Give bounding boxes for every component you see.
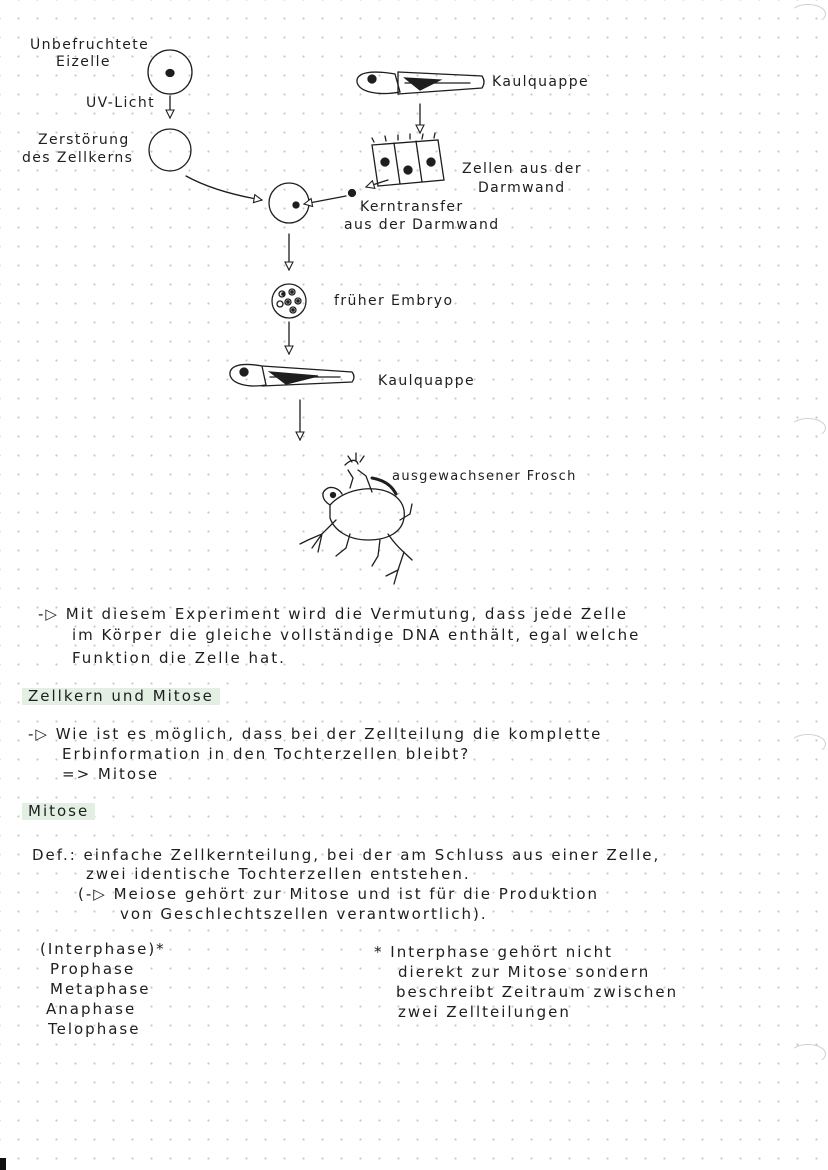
note-line-2: dierekt zur Mitose sondern — [398, 963, 651, 981]
scan-corner-mark — [0, 1158, 6, 1170]
definition-line-2: zwei identische Tochterzellen entstehen. — [86, 865, 471, 883]
arrow-transfer — [304, 196, 346, 204]
definition-line-4: von Geschlechtszellen verantwortlich). — [120, 905, 488, 923]
label-frueher-embryo: früher Embryo — [334, 293, 454, 309]
phase-telophase: Telophase — [48, 1020, 141, 1038]
recipient-egg — [269, 183, 309, 223]
intestinal-cells-icon — [372, 133, 444, 186]
note-line-3: beschreibt Zeitraum zwischen — [396, 983, 679, 1001]
heading-zellkern-und-mitose: Zellkern und Mitose — [22, 688, 220, 705]
label-eizelle: Eizelle — [56, 54, 111, 70]
note-line-4: zwei Zellteilungen — [398, 1003, 571, 1021]
conclusion-line-1: -▷ Mit diesem Experiment wird die Vermutung, dass jede Zelle — [38, 605, 628, 623]
label-aus-der-darmwand: aus der Darmwand — [344, 217, 500, 233]
phase-prophase: Prophase — [50, 960, 136, 978]
question-line-1: -▷ Wie ist es möglich, dass bei der Zellteilung die komplette — [28, 725, 603, 743]
label-des-zellkerns: des Zellkerns — [22, 150, 134, 166]
question-line-2: Erbinformation in den Tochterzellen bleibt? — [62, 745, 471, 763]
definition-line-1: Def.: einfache Zellkernteilung, bei der am Schluss aus einer Zelle, — [32, 846, 661, 864]
label-kaulquappe-mid: Kaulquappe — [378, 373, 476, 389]
tadpole-top-icon — [357, 72, 484, 94]
binder-hole-4 — [790, 1044, 826, 1064]
question-line-3: => Mitose — [62, 765, 160, 783]
phase-anaphase: Anaphase — [46, 1000, 137, 1018]
conclusion-line-3: Funktion die Zelle hat. — [72, 649, 286, 667]
label-zerstoerung: Zerstörung — [38, 132, 130, 148]
label-darmwand: Darmwand — [478, 180, 566, 196]
label-zellen-aus-der: Zellen aus der — [462, 161, 582, 177]
binder-hole-1 — [790, 4, 826, 24]
heading-mitose: Mitose — [22, 803, 95, 820]
note-line-1: * Interphase gehört nicht — [374, 943, 614, 961]
transferred-nucleus — [349, 190, 356, 197]
binder-hole-2 — [790, 418, 826, 438]
label-unbefruchtete: Unbefruchtete — [30, 37, 150, 53]
enucleated-egg — [149, 129, 191, 171]
egg-nucleus — [166, 70, 174, 77]
definition-line-3: (-▷ Meiose gehört zur Mitose und ist für die Produktion — [78, 885, 600, 903]
conclusion-line-2: im Körper die gleiche vollständige DNA enthält, egal welche — [72, 626, 641, 644]
phase-interphase: (Interphase)* — [40, 940, 166, 958]
label-kerntransfer: Kerntransfer — [360, 199, 464, 215]
binder-hole-3 — [790, 734, 826, 754]
label-uv-licht: UV-Licht — [86, 95, 156, 111]
label-kaulquappe-top: Kaulquappe — [492, 74, 590, 90]
arrow-to-recipient — [186, 176, 262, 200]
phase-metaphase: Metaphase — [50, 980, 151, 998]
early-embryo-icon — [272, 284, 306, 318]
label-frosch: ausgewachsener Frosch — [392, 469, 577, 484]
tadpole-mid-icon — [230, 364, 354, 386]
